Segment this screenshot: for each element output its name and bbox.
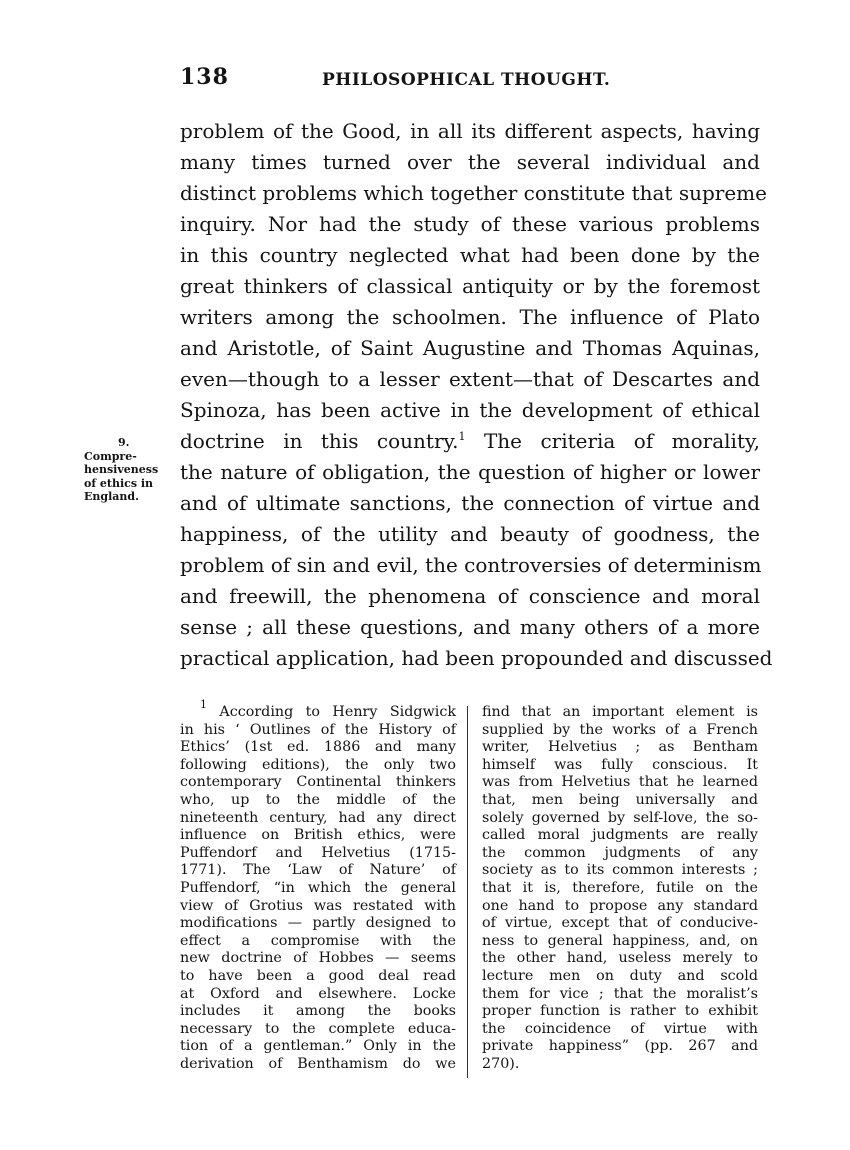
footnote-line: modifications — partly designed to [180, 915, 456, 932]
footnote-reference[interactable]: 1 [458, 430, 466, 443]
footnote-line: following editions), the only two [180, 756, 456, 773]
footnote-line: 1771). The ‘Law of Nature’ of [180, 862, 456, 879]
footnote-line: solely governed by self-love, the so- [482, 809, 758, 826]
footnote-line: that, men being universally and [482, 791, 758, 808]
body-line: problem of the Good, in all its different aspects, having [180, 119, 760, 143]
marginal-note-line: hensiveness [84, 463, 159, 476]
footnote-line: lecture men on duty and scold [482, 967, 758, 984]
page-number: 138 [180, 64, 229, 90]
footnote-left-column [180, 698, 456, 1073]
footnote-line: private happiness” (pp. 267 and [482, 1038, 758, 1055]
body-line: even—though to a lesser extent—that of Descartes and [180, 367, 760, 391]
running-head [180, 64, 760, 94]
footnote-line: who, up to the middle of the [180, 791, 456, 808]
footnote-line: the common judgments of any [482, 844, 758, 861]
body-line: happiness, of the utility and beauty of goodness, the [180, 522, 760, 546]
footnote-line: ness to general happiness, and, on [482, 932, 758, 949]
body-line: great thinkers of classical antiquity or by the foremost [180, 274, 760, 298]
body-line: inquiry. Nor had the study of these various problems [180, 212, 760, 236]
body-line: practical application, had been propounded and discussed [180, 646, 773, 670]
body-line: Spinoza, has been active in the development of ethical [180, 398, 760, 422]
body-text [180, 116, 773, 674]
body-line: in this country neglected what had been done by the [180, 243, 760, 267]
footnote-line: Ethics’ (1st ed. 1886 and many [180, 739, 456, 756]
footnote-line: tion of a gentleman.” Only in the [180, 1038, 456, 1055]
footnote-line: view of Grotius was restated with [180, 897, 456, 914]
body-line-with-footnote-ref [180, 426, 760, 457]
body-line: and of ultimate sanctions, the connection of virtue and [180, 491, 760, 515]
body-line: problem of sin and evil, the controversies of determinism [180, 553, 762, 577]
footnote-line: one hand to propose any standard [482, 897, 758, 914]
footnote-line: them for vice ; that the moralist’s [482, 985, 758, 1002]
footnote-line: society as to its common interests ; [482, 862, 758, 879]
marginal-note-line: England. [84, 490, 139, 503]
body-line: distinct problems which together constitute that supreme [180, 181, 767, 205]
footnote-line: includes it among the books [180, 1003, 456, 1020]
footnote-right-column [482, 704, 758, 1073]
footnote-line-text: According to Henry Sidgwick [207, 704, 456, 720]
footnote-line: of virtue, except that of conducive- [482, 915, 758, 932]
footnote-line: at Oxford and elsewhere. Locke [180, 985, 456, 1002]
footnote-line: new doctrine of Hobbes — seems [180, 950, 456, 967]
body-line: sense ; all these questions, and many others of a more [180, 615, 760, 639]
footnote-line: called moral judgments are really [482, 827, 758, 844]
footnote-line: 270). [482, 1055, 520, 1072]
footnote-line: proper function is rather to exhibit [482, 1003, 758, 1020]
body-line: and freewill, the phenomena of conscience and moral [180, 584, 760, 608]
footnote-line: derivation of Benthamism do we [180, 1055, 456, 1072]
footnote-line: to have been a good deal read [180, 967, 456, 984]
footnote-line: in his ‘ Outlines of the History of [180, 721, 456, 738]
body-line: the nature of obligation, the question of higher or lower [180, 460, 760, 484]
body-line-tail: The criteria of morality, [465, 429, 760, 453]
marginal-note-number: 9. [118, 436, 130, 449]
footnote-line: the other hand, useless merely to [482, 950, 758, 967]
body-line: many times turned over the several individual and [180, 150, 760, 174]
footnote-line: Puffendorf, “in which the general [180, 879, 456, 896]
footnote-line: nineteenth century, had any direct [180, 809, 456, 826]
body-line: and Aristotle, of Saint Augustine and Thomas Aquinas, [180, 336, 760, 360]
marginal-note [84, 436, 174, 504]
footnote-line: Puffendorf and Helvetius (1715- [180, 844, 456, 861]
footnote-line [180, 698, 456, 722]
footnote-line: influence on British ethics, were [180, 827, 456, 844]
body-line: writers among the schoolmen. The influence of Plato [180, 305, 760, 329]
footnote-line: find that an important element is [482, 704, 758, 720]
footnote-marker: 1 [200, 698, 207, 711]
footnote-line: effect a compromise with the [180, 932, 456, 949]
footnote-line: writer, Helvetius ; as Bentham [482, 739, 758, 756]
running-title: PHILOSOPHICAL THOUGHT. [322, 70, 611, 90]
footnote-line: supplied by the works of a French [482, 721, 758, 738]
marginal-note-line: of ethics in [84, 476, 154, 490]
footnote-line: necessary to the complete educa- [180, 1020, 456, 1037]
footnote-line: contemporary Continental thinkers [180, 774, 456, 791]
footnote-line: the coincidence of virtue with [482, 1020, 758, 1037]
footnote-line: that it is, therefore, futile on the [482, 879, 758, 896]
footnote-line: was from Helvetius that he learned [482, 774, 758, 791]
footnote-line: himself was fully conscious. It [482, 756, 758, 773]
body-line-head: doctrine in this country. [180, 429, 459, 453]
footnote-column-divider [467, 706, 468, 1078]
marginal-note-line: Compre- [84, 449, 137, 463]
